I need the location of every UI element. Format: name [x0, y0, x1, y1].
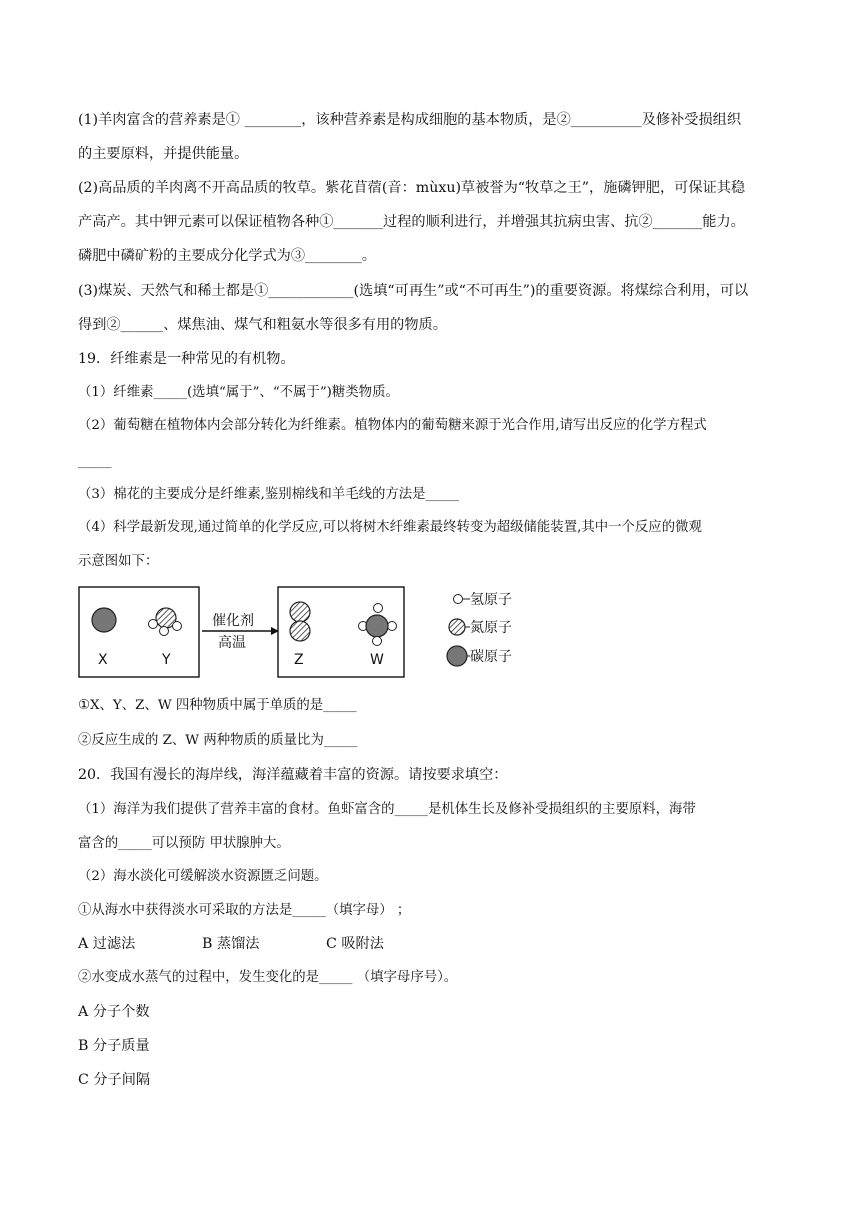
legend-hydrogen-icon [454, 595, 463, 604]
text-line: （4）科学最新发现,通过简单的化学反应,可以将树木纤维素最终转变为超级储能装置,其中一个反应的微观 [78, 520, 702, 535]
hydrogen-atom-icon [173, 622, 182, 631]
text-line: ②水变成水蒸气的过程中，发生变化的是_____ （填字母序号）。 [78, 970, 458, 985]
text-line: ①X、Y、Z、W 四种物质中属于单质的是_____ [78, 698, 357, 713]
legend-carbon: 碳原子 [470, 649, 512, 665]
text-line: （1）海洋为我们提供了营养丰富的食材。鱼虾富含的_____是机体生长及修补受损组织的主要原料，海带 [78, 802, 696, 817]
legend-nitrogen-icon [449, 619, 465, 635]
carbon-atom-icon [92, 608, 116, 632]
text-line: （1）纤维素_____(选填“属于”、“不属于”)糖类物质。 [78, 385, 399, 400]
option-b: B 蒸馏法 [202, 936, 260, 952]
nitrogen-atom-icon [290, 602, 310, 622]
hydrogen-atom-icon [388, 622, 397, 631]
nitrogen-atom-icon [290, 621, 310, 641]
hydrogen-atom-icon [374, 604, 383, 613]
text-line: (2)高品质的羊肉离不开高品质的牧草。紫花苜蓿(音：mùxu)草被誉为“牧草之王”，施磷钾肥，可保证其稳 [78, 180, 746, 196]
choice-b: B 分子质量 [78, 1038, 150, 1054]
question-20-title: 20．我国有漫长的海岸线，海洋蕴藏着丰富的资源。请按要求填空： [78, 767, 508, 783]
choice-a: A 分子个数 [78, 1004, 150, 1020]
hydrogen-atom-icon [373, 637, 382, 646]
option-c: C 吸附法 [326, 936, 384, 952]
reaction-diagram [78, 586, 538, 678]
text-line: ①从海水中获得淡水可采取的方法是_____（填字母） ； [78, 903, 411, 918]
arrow-label-temperature: 高温 [218, 635, 246, 651]
text-line: 的主要原料，并提供能量。 [78, 146, 249, 162]
text-line: ②反应生成的 Z、W 两种物质的质量比为_____ [78, 733, 358, 748]
reactant-box [79, 587, 199, 677]
legend-nitrogen: 氮原子 [470, 620, 512, 636]
text-line: _____ [78, 454, 112, 469]
label-y: Y [162, 652, 171, 668]
text-line: 富含的_____可以预防 甲状腺肿大。 [78, 836, 290, 851]
text-line: (1)羊肉富含的营养素是① ________，该种营养素是构成细胞的基本物质，是②__________及修补受损组织 [78, 112, 742, 128]
question-19-title: 19．纤维素是一种常见的有机物。 [78, 351, 295, 367]
hydrogen-atom-icon [149, 620, 158, 629]
text-line: 得到②______、煤焦油、煤气和粗氨水等很多有用的物质。 [78, 317, 447, 333]
label-w: W [370, 652, 384, 668]
label-z: Z [294, 652, 304, 668]
option-a: A 过滤法 [78, 936, 136, 952]
text-line: 示意图如下： [78, 554, 159, 569]
legend-hydrogen: 氢原子 [470, 592, 512, 608]
text-line: 磷肥中磷矿粉的主要成分化学式为③________。 [78, 248, 376, 264]
label-x: X [98, 652, 108, 668]
text-line: （3）棉花的主要成分是纤维素,鉴别棉线和羊毛线的方法是_____ [78, 487, 460, 502]
legend-carbon-icon [447, 646, 467, 666]
hydrogen-atom-icon [160, 627, 169, 636]
text-line: (3)煤炭、天然气和稀土都是①____________(选填“可再生”或“不可再生”)的重要资源。将煤综合利用，可以 [78, 283, 749, 299]
text-line: （2）葡萄糖在植物体内会部分转化为纤维素。植物体内的葡萄糖来源于光合作用,请写出反应的化学方程式 [78, 418, 707, 433]
text-line: （2）海水淡化可缓解淡水资源匮乏问题。 [78, 869, 328, 884]
choice-c: C 分子间隔 [78, 1072, 151, 1088]
arrow-label-catalyst: 催化剂 [212, 613, 254, 629]
carbon-atom-icon [366, 615, 388, 637]
text-line: 产高产。其中钾元素可以保证植物各种①_______过程的顺利进行，并增强其抗病虫害、抗②_______能力。 [78, 214, 745, 230]
